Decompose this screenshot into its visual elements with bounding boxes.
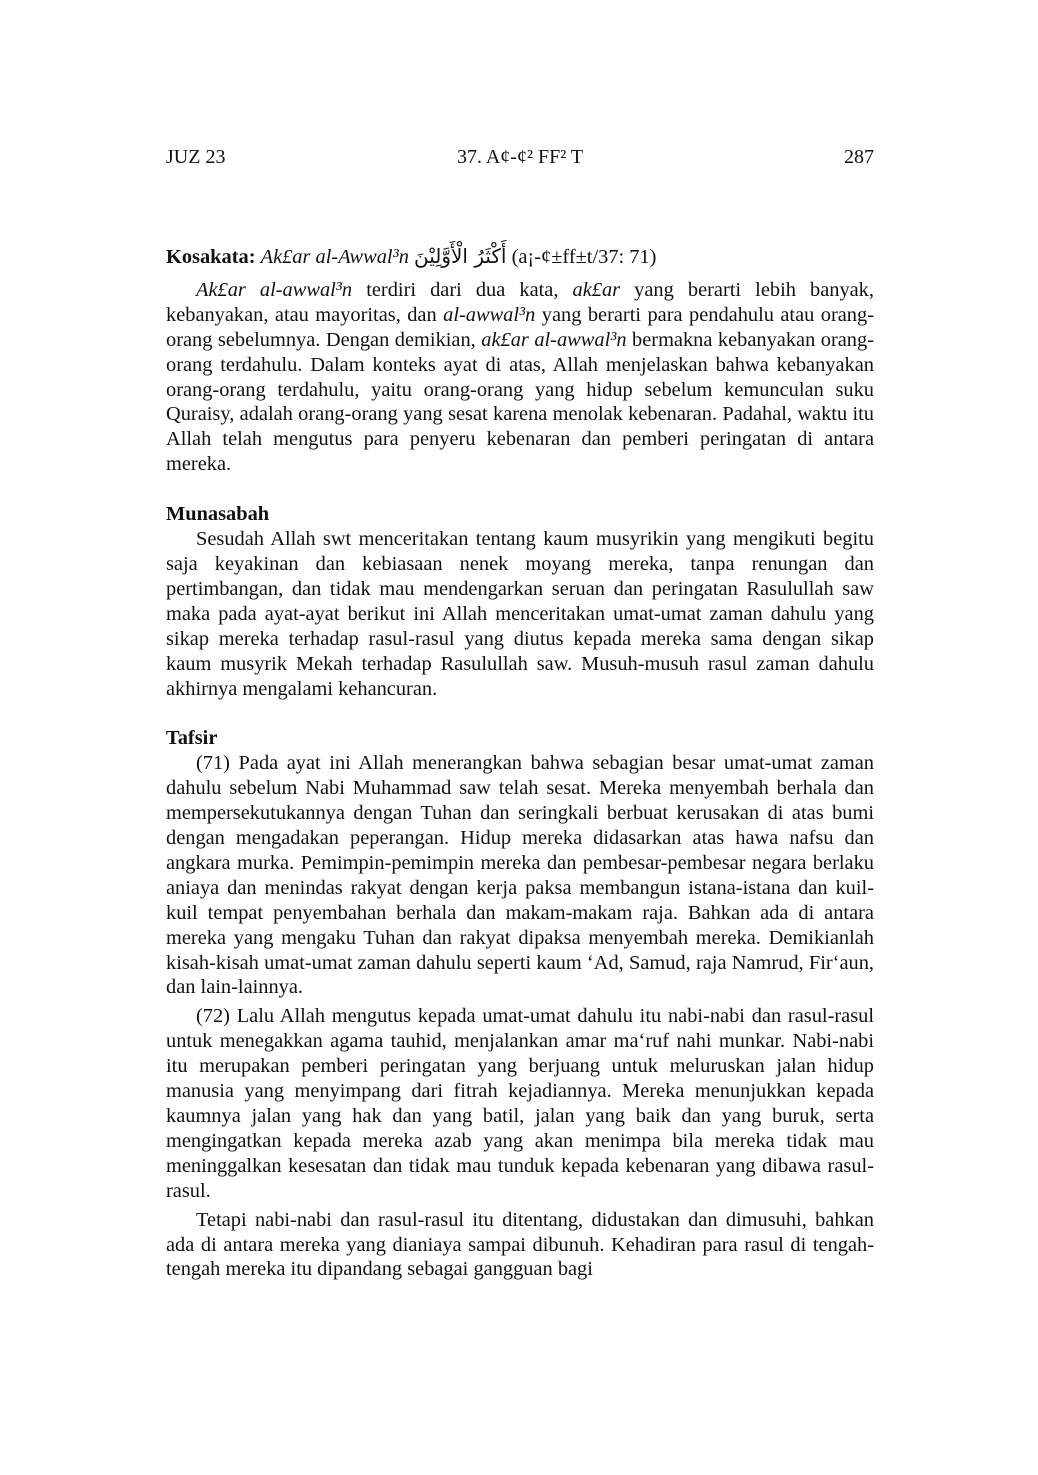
kosakata-heading	[166, 244, 874, 270]
kosakata-text: bermakna kebanyakan orang-orang terdahulu. Dalam konteks ayat di atas, Allah menjelaskan bahwa kebanyakan orang-orang terdahulu, yaitu orang-orang yang hidup sebelum kemunculan suku Quraisy, adalah orang-orang yang sesat karena menolak kebenaran. Padahal, waktu itu Allah telah mengutus para penyeru kebenaran dan pemberi peringatan di antara mereka.	[166, 328, 874, 476]
kosakata-term-inline: al-awwal³n	[443, 303, 536, 326]
header-surah-title: 37. A¢-¢² FF² T	[456, 146, 584, 168]
munasabah-heading: Munasabah	[166, 503, 270, 526]
kosakata-text: yang berarti lebih banyak, kebanyakan, atau mayoritas, dan	[166, 278, 874, 326]
tafsir-paragraph: Tetapi nabi-nabi dan rasul-rasul itu ditentang, didustakan dan dimusuhi, bahkan ada di antara mereka yang dianiaya sampai dibunuh. Kehadiran para rasul di tengah-tengah mereka itu dipandang sebagai gangguan bagi	[166, 1208, 874, 1281]
kosakata-term-inline: ak£ar al-awwal³n	[481, 328, 627, 351]
page-header	[166, 146, 874, 174]
header-juz: JUZ 23	[166, 146, 226, 168]
kosakata-term-inline: ak£ar	[572, 278, 621, 301]
kosakata-term: Ak£ar al-Awwal³n	[260, 246, 409, 268]
header-page-number: 287	[844, 146, 874, 168]
tafsir-paragraph: (72) Lalu Allah mengutus kepada umat-umat dahulu itu nabi-nabi dan rasul-rasul untuk menegakkan agama tauhid, menjalankan amar ma‘ruf nahi munkar. Nabi-nabi itu merupakan pemberi peringatan yang berjuang untuk meluruskan jalan hidup manusia yang menyimpang dari fitrah kejadiannya. Mereka menunjukkan kepada kaumnya jalan yang hak dan yang batil, jalan yang baik dan yang buruk, serta mengingatkan kepada mereka azab yang akan menimpa bila mereka tidak mau meninggalkan kesesatan dan tidak mau tunduk kepada kebenaran yang dibawa rasul-rasul.	[166, 1005, 874, 1202]
tafsir-heading: Tafsir	[166, 727, 218, 750]
kosakata-term-inline: Ak£ar al-awwal³n	[196, 278, 353, 301]
kosakata-text: terdiri dari dua kata,	[352, 278, 573, 301]
kosakata-paragraph	[166, 278, 874, 477]
kosakata-arabic: أَكْثَرُ الْأَوَّلِيْنَ	[414, 244, 507, 268]
kosakata-text: yang berarti para pendahulu atau orang-orang sebelumnya. Dengan demikian,	[166, 303, 874, 351]
page-body	[166, 240, 874, 1282]
kosakata-reference: (a¡-¢±ff±t/37: 71)	[511, 246, 657, 268]
tafsir-paragraph: (71) Pada ayat ini Allah menerangkan bahwa sebagian besar umat-umat zaman dahulu sebelum Nabi Muhammad saw telah sesat. Mereka menyembah berhala dan mempersekutukannya dengan Tuhan dan seringkali berbuat kerusakan di atas bumi dengan mengadakan peperangan. Hidup mereka didasarkan atas hawa nafsu dan angkara murka. Pemimpin-pemimpin mereka dan pembesar-pembesar negara berlaku aniaya dan menindas rakyat dengan kerja paksa membangun istana-istana dan kuil-kuil tempat penyembahan berhala dan makam-makam raja. Bahkan ada di antara mereka yang mengaku Tuhan dan rakyat dipaksa menyembah mereka. Demikianlah kisah-kisah umat-umat zaman dahulu seperti kaum ‘Ad, Samud, raja Namrud, Fir‘aun, dan lain-lainnya.	[166, 752, 874, 999]
munasabah-paragraph: Sesudah Allah swt menceritakan tentang kaum musyrikin yang mengikuti begitu saja keyakinan dan kebiasaan nenek moyang mereka, tanpa renungan dan pertimbangan, dan tidak mau mendengarkan seruan dan peringatan Rasulullah saw maka pada ayat-ayat berikut ini Allah menceritakan umat-umat zaman dahulu yang sikap mereka terhadap rasul-rasul yang diutus kepada mereka sama dengan sikap kaum musyrik Mekah terhadap Rasulullah saw. Musuh-musuh rasul zaman dahulu akhirnya mengalami kehancuran.	[166, 528, 874, 700]
kosakata-label: Kosakata:	[166, 246, 256, 268]
